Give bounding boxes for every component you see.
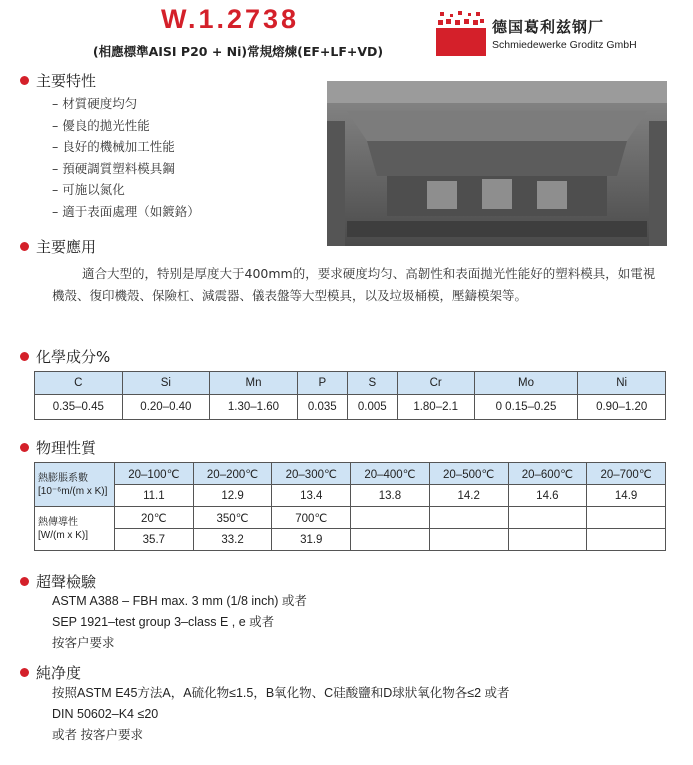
text-line: 按客户要求 — [52, 636, 115, 650]
table-cell: 13.4 — [272, 485, 351, 507]
section-heading: 主要特性 — [36, 72, 97, 90]
table-cell: 13.8 — [351, 485, 430, 507]
table-header-cell: S — [347, 372, 397, 395]
section-chemistry — [20, 346, 110, 367]
table-cell: 12.9 — [193, 485, 272, 507]
bullet-icon — [20, 242, 29, 251]
page-title: W.1.2738 — [160, 4, 300, 34]
table-cell: 20℃ — [115, 507, 194, 529]
section-applications — [20, 236, 96, 257]
table-cell: 350℃ — [193, 507, 272, 529]
text-line: SEP 1921–test group 3–class E , e 或者 — [52, 615, 275, 629]
table-header-cell: Si — [122, 372, 210, 395]
table-cell: 31.9 — [272, 529, 351, 551]
section-heading: 純净度 — [36, 664, 82, 682]
table-cell: 0.005 — [347, 395, 397, 420]
list-item: – 良好的機械加工性能 — [52, 139, 175, 154]
bullet-icon — [20, 577, 29, 586]
bullet-icon — [20, 352, 29, 361]
text-line: ASTM A388 – FBH max. 3 mm (1/8 inch) 或者 — [52, 594, 307, 608]
company-name-cn: 德国葛利兹钢厂 — [492, 18, 605, 36]
list-item: – 優良的拋光性能 — [52, 117, 150, 133]
conductivity-label: 熱傳導性 [W/(m x K)] — [35, 507, 115, 551]
table-header-cell: C — [35, 372, 123, 395]
table-cell — [508, 507, 587, 529]
bullet-icon — [20, 668, 29, 677]
physical-table — [34, 462, 666, 551]
table-cell — [587, 507, 666, 529]
table-header-cell: 20–500℃ — [429, 463, 508, 485]
table-cell: 14.9 — [587, 485, 666, 507]
section-heading: 化學成分% — [36, 348, 111, 366]
list-item: – 預硬調質塑料模具鋼 — [52, 160, 175, 176]
text-line: DIN 50602–K4 ≤20 — [52, 707, 159, 721]
table-cell — [429, 507, 508, 529]
table-header-cell: Mn — [210, 372, 298, 395]
table-cell: 0.35–0.45 — [35, 395, 123, 420]
list-item: – 適于表面處理（如鍍鉻） — [52, 203, 200, 219]
mould-photo — [327, 81, 667, 246]
text-line: 按照ASTM E45方法A，A硫化物≤1.5，B氧化物、C硅酸鹽和D球狀氧化物各≤2 或者 — [52, 686, 510, 700]
table-header-cell: 20–400℃ — [351, 463, 430, 485]
applications-text: 適合大型的，特别是厚度大于400mm的，要求硬度均匀、高韌性和表面拋光性能好的塑料模具，如電視機殼、復印機殼、保險杠、減震器、儀表盤等大型模具，以及垃圾桶模，壓鑄模架等。 — [52, 266, 656, 303]
section-features — [20, 70, 96, 91]
section-heading: 物理性質 — [36, 439, 97, 457]
table-cell — [587, 529, 666, 551]
table-header-cell: 20–200℃ — [193, 463, 272, 485]
section-physical — [20, 437, 96, 458]
table-cell: 0.90–1.20 — [578, 395, 666, 420]
table-cell: 14.2 — [429, 485, 508, 507]
table-header-cell: Mo — [474, 372, 578, 395]
table-header-cell: 20–600℃ — [508, 463, 587, 485]
table-cell: 1.80–2.1 — [397, 395, 474, 420]
feature-list — [52, 93, 200, 222]
section-purity — [20, 662, 81, 683]
table-cell — [351, 529, 430, 551]
table-header-cell: Ni — [578, 372, 666, 395]
table-cell: 33.2 — [193, 529, 272, 551]
page-subtitle: (相應標準AISI P20 + Ni)常規熔煉(EF+LF+VD) — [92, 44, 384, 59]
table-cell — [429, 529, 508, 551]
company-name-en: Schmiedewerke Groditz GmbH — [492, 39, 637, 51]
ultrasonic-lines — [52, 591, 307, 654]
section-ultrasonic — [20, 571, 96, 592]
expansion-label: 熱膨脹系數 [10⁻⁶m/(m x K)] — [35, 463, 115, 507]
table-cell: 1.30–1.60 — [210, 395, 298, 420]
table-cell — [508, 529, 587, 551]
text-line: 或者 按客户要求 — [52, 728, 143, 742]
purity-lines — [52, 683, 510, 746]
bullet-icon — [20, 76, 29, 85]
table-header-cell: 20–700℃ — [587, 463, 666, 485]
table-cell: 11.1 — [115, 485, 194, 507]
list-item: – 可施以氮化 — [52, 182, 125, 197]
table-cell: 35.7 — [115, 529, 194, 551]
company-logo-icon — [436, 10, 486, 56]
table-cell — [351, 507, 430, 529]
table-cell: 14.6 — [508, 485, 587, 507]
table-header-cell: Cr — [397, 372, 474, 395]
table-header-cell: 20–100℃ — [115, 463, 194, 485]
table-cell: 0.20–0.40 — [122, 395, 210, 420]
list-item: – 材質硬度均匀 — [52, 96, 138, 111]
table-cell: 0 0.15–0.25 — [474, 395, 578, 420]
section-heading: 主要應用 — [36, 238, 97, 256]
table-header-cell: 20–300℃ — [272, 463, 351, 485]
chemistry-table — [34, 371, 666, 420]
table-header-cell: P — [297, 372, 347, 395]
section-heading: 超聲檢驗 — [36, 573, 97, 591]
table-cell: 0.035 — [297, 395, 347, 420]
table-cell: 700℃ — [272, 507, 351, 529]
bullet-icon — [20, 443, 29, 452]
